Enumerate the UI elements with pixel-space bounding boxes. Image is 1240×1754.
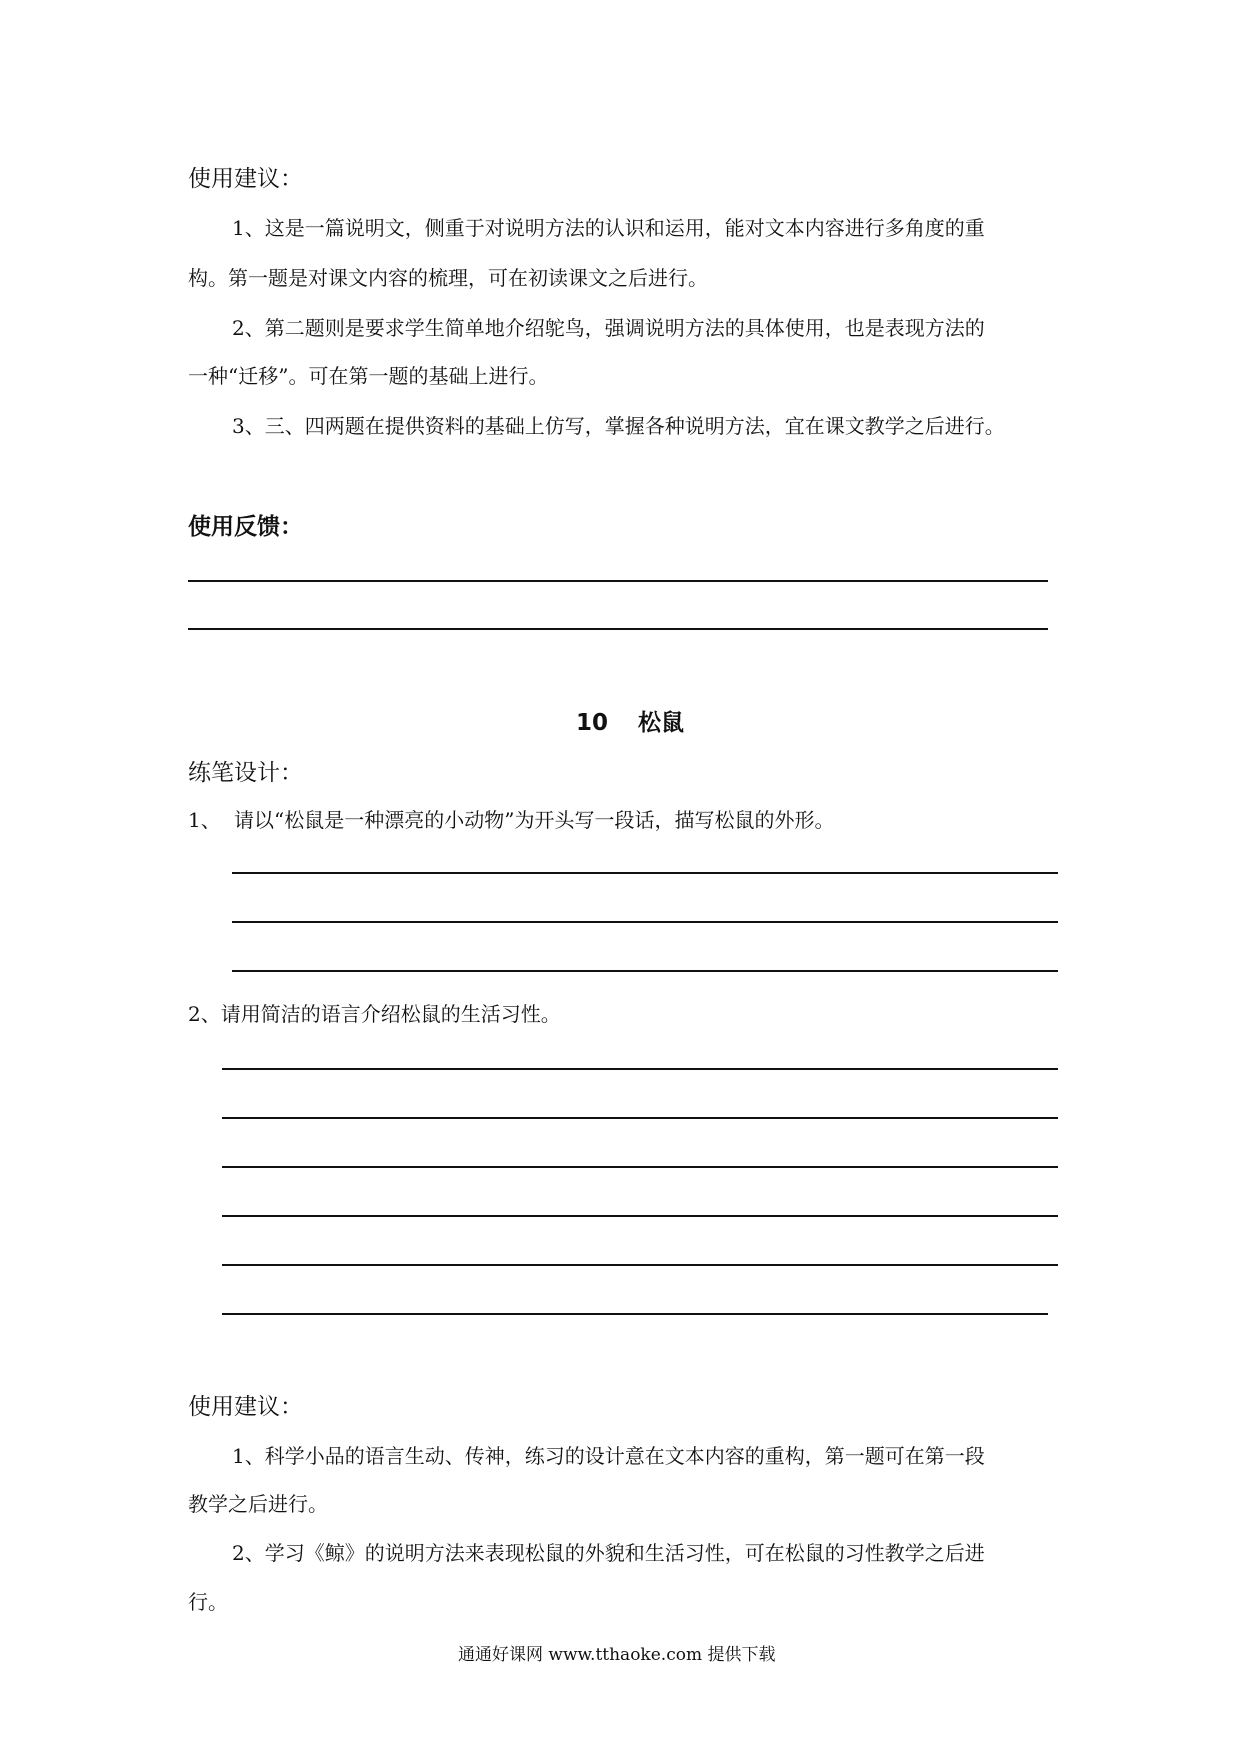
feedback-line [188, 580, 1048, 582]
answer-line [222, 1264, 1058, 1266]
suggestion-line: 1、这是一篇说明文，侧重于对说明方法的认识和运用，能对文本内容进行多角度的重 [232, 216, 985, 240]
usage-feedback-heading: 使用反馈： [188, 514, 303, 540]
question-1-text: 请以“松鼠是一种漂亮的小动物”为开头写一段话，描写松鼠的外形。 [234, 808, 835, 832]
suggestion-line: 3、三、四两题在提供资料的基础上仿写，掌握各种说明方法，宜在课文教学之后进行。 [232, 414, 1005, 438]
lesson-number: 10 [576, 710, 609, 736]
usage-suggestion-heading-top: 使用建议： [188, 166, 303, 192]
answer-line [222, 1117, 1058, 1119]
suggestion-line: 一种“迁移”。可在第一题的基础上进行。 [188, 364, 549, 388]
answer-line [232, 970, 1058, 972]
suggestion-line: 2、第二题则是要求学生简单地介绍鸵鸟，强调说明方法的具体使用，也是表现方法的 [232, 316, 985, 340]
answer-line [222, 1068, 1058, 1070]
answer-line [222, 1166, 1058, 1168]
answer-line [232, 921, 1058, 923]
page-footer: 通通好课网 www.tthaoke.com 提供下载 [458, 1645, 776, 1665]
suggestion-line: 构。第一题是对课文内容的梳理，可在初读课文之后进行。 [188, 266, 708, 290]
question-1-number: 1、 [188, 808, 221, 832]
question-2-text: 2、请用简洁的语言介绍松鼠的生活习性。 [188, 1002, 561, 1026]
suggestion-line: 教学之后进行。 [188, 1492, 328, 1516]
answer-line [232, 872, 1058, 874]
feedback-line [188, 628, 1048, 630]
lesson-title [576, 704, 684, 737]
lesson-name: 松鼠 [638, 710, 685, 736]
practice-design-heading: 练笔设计： [188, 760, 303, 786]
suggestion-line: 1、科学小品的语言生动、传神，练习的设计意在文本内容的重构，第一题可在第一段 [232, 1444, 985, 1468]
suggestion-line: 2、学习《鲸》的说明方法来表现松鼠的外貌和生活习性，可在松鼠的习性教学之后进 [232, 1541, 985, 1565]
suggestion-line: 行。 [188, 1590, 228, 1614]
answer-line [222, 1313, 1048, 1315]
answer-line [222, 1215, 1058, 1217]
usage-suggestion-heading-bottom: 使用建议： [188, 1394, 303, 1420]
